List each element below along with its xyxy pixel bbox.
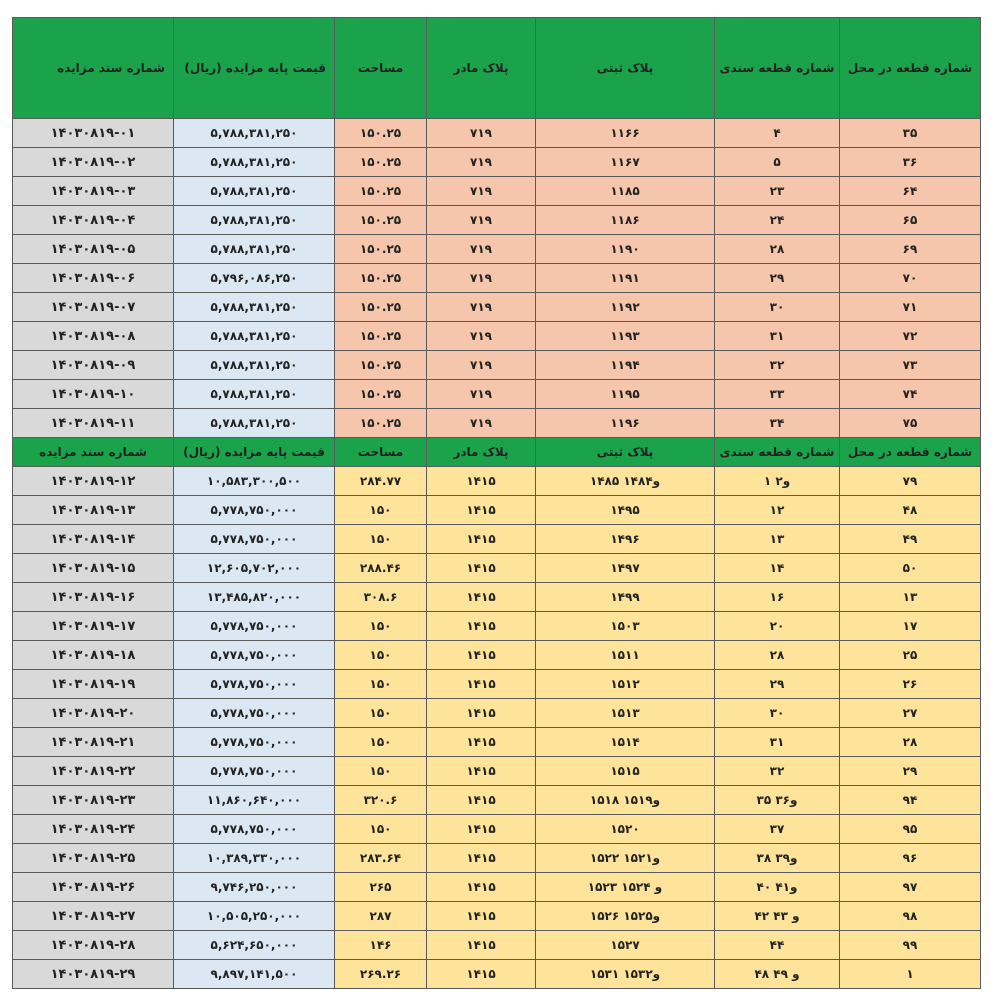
deed-parcel-cell: ۳۲: [715, 757, 840, 786]
deed-parcel-cell: ۲۸: [715, 641, 840, 670]
area-cell: ۲۸۷: [335, 902, 427, 931]
base-price-cell: ۱۱,۸۶۰,۶۴۰,۰۰۰: [174, 786, 335, 815]
base-price-cell: ۵,۷۸۸,۳۸۱,۲۵۰: [174, 206, 335, 235]
header-local-parcel: شماره قطعه در محل: [840, 18, 981, 119]
local-parcel-cell: ۱: [840, 960, 981, 989]
doc-number-cell: ۱۴۰۳۰۸۱۹-۰۱: [13, 119, 174, 148]
registered-plate-cell: ۱۱۹۶: [536, 409, 715, 438]
local-parcel-cell: ۲۶: [840, 670, 981, 699]
header-mother-plate: پلاک مادر: [427, 18, 536, 119]
mother-plate-cell: ۷۱۹: [427, 177, 536, 206]
deed-parcel-cell: ۴۰ و۴۱: [715, 873, 840, 902]
table-row: [13, 612, 981, 641]
table-row: [13, 699, 981, 728]
doc-number-cell: ۱۴۰۳۰۸۱۹-۲۴: [13, 815, 174, 844]
doc-number-cell: ۱۴۰۳۰۸۱۹-۲۵: [13, 844, 174, 873]
table-row: [13, 641, 981, 670]
doc-number-cell: ۱۴۰۳۰۸۱۹-۱۹: [13, 670, 174, 699]
registered-plate-cell: ۱۵۳۱ و۱۵۳۲: [536, 960, 715, 989]
local-parcel-cell: ۳۶: [840, 148, 981, 177]
table-row: [13, 467, 981, 496]
deed-parcel-cell: ۳۰: [715, 293, 840, 322]
doc-number-cell: ۱۴۰۳۰۸۱۹-۲۹: [13, 960, 174, 989]
registered-plate-cell: ۱۵۲۲ و۱۵۲۱: [536, 844, 715, 873]
base-price-cell: ۹,۸۹۷,۱۴۱,۵۰۰: [174, 960, 335, 989]
local-parcel-cell: ۳۵: [840, 119, 981, 148]
base-price-cell: ۵,۷۹۶,۰۸۶,۲۵۰: [174, 264, 335, 293]
deed-parcel-cell: ۳۲: [715, 351, 840, 380]
local-parcel-cell: ۲۷: [840, 699, 981, 728]
mother-plate-cell: ۱۴۱۵: [427, 844, 536, 873]
doc-number-cell: ۱۴۰۳۰۸۱۹-۱۷: [13, 612, 174, 641]
base-price-cell: ۱۲,۶۰۵,۷۰۲,۰۰۰: [174, 554, 335, 583]
deed-parcel-cell: ۳۸ و۳۹: [715, 844, 840, 873]
registered-plate-cell: ۱۵۱۴: [536, 728, 715, 757]
doc-number-cell: ۱۴۰۳۰۸۱۹-۱۱: [13, 409, 174, 438]
base-price-cell: ۵,۷۸۸,۳۸۱,۲۵۰: [174, 293, 335, 322]
doc-number-cell: ۱۴۰۳۰۸۱۹-۲۳: [13, 786, 174, 815]
table-row: [13, 322, 981, 351]
table-row: [13, 119, 981, 148]
mother-plate-cell: ۷۱۹: [427, 293, 536, 322]
area-cell: ۱۵۰: [335, 612, 427, 641]
header-doc-number: شماره سند مزایده: [13, 438, 174, 467]
header-deed-parcel: شماره قطعه سندی: [715, 438, 840, 467]
mother-plate-cell: ۱۴۱۵: [427, 583, 536, 612]
registered-plate-cell: ۱۱۹۳: [536, 322, 715, 351]
area-cell: ۳۲۰.۶: [335, 786, 427, 815]
header-area: مساحت: [335, 18, 427, 119]
doc-number-cell: ۱۴۰۳۰۸۱۹-۰۹: [13, 351, 174, 380]
deed-parcel-cell: ۲۳: [715, 177, 840, 206]
local-parcel-cell: ۹۴: [840, 786, 981, 815]
deed-parcel-cell: ۴۲ و ۴۳: [715, 902, 840, 931]
header-local-parcel: شماره قطعه در محل: [840, 438, 981, 467]
deed-parcel-cell: ۴: [715, 119, 840, 148]
base-price-cell: ۵,۷۸۸,۳۸۱,۲۵۰: [174, 177, 335, 206]
registered-plate-cell: ۱۴۹۵: [536, 496, 715, 525]
registered-plate-cell: ۱۱۹۲: [536, 293, 715, 322]
table-row: [13, 583, 981, 612]
table-row: [13, 496, 981, 525]
registered-plate-cell: ۱۵۱۸ و۱۵۱۹: [536, 786, 715, 815]
deed-parcel-cell: ۴۴: [715, 931, 840, 960]
mother-plate-cell: ۷۱۹: [427, 119, 536, 148]
base-price-cell: ۱۰,۳۸۹,۳۳۰,۰۰۰: [174, 844, 335, 873]
area-cell: ۲۸۴.۷۷: [335, 467, 427, 496]
doc-number-cell: ۱۴۰۳۰۸۱۹-۰۸: [13, 322, 174, 351]
table-row: [13, 844, 981, 873]
local-parcel-cell: ۹۷: [840, 873, 981, 902]
local-parcel-cell: ۲۹: [840, 757, 981, 786]
mother-plate-cell: ۱۴۱۵: [427, 786, 536, 815]
area-cell: ۲۸۸.۴۶: [335, 554, 427, 583]
local-parcel-cell: ۹۸: [840, 902, 981, 931]
area-cell: ۱۵۰.۲۵: [335, 235, 427, 264]
base-price-cell: ۱۰,۵۰۵,۲۵۰,۰۰۰: [174, 902, 335, 931]
mother-plate-cell: ۷۱۹: [427, 235, 536, 264]
area-cell: ۱۵۰: [335, 815, 427, 844]
registered-plate-cell: ۱۴۹۹: [536, 583, 715, 612]
registered-plate-cell: ۱۱۹۱: [536, 264, 715, 293]
doc-number-cell: ۱۴۰۳۰۸۱۹-۱۰: [13, 380, 174, 409]
mother-plate-cell: ۱۴۱۵: [427, 554, 536, 583]
mother-plate-cell: ۱۴۱۵: [427, 902, 536, 931]
table-row: [13, 235, 981, 264]
header-base-price: قیمت پایه مزایده (ریال): [174, 18, 335, 119]
header-registered-plate: پلاک ثبتی: [536, 18, 715, 119]
mother-plate-cell: ۱۴۱۵: [427, 641, 536, 670]
header-base-price: قیمت پایه مزایده (ریال): [174, 438, 335, 467]
mother-plate-cell: ۱۴۱۵: [427, 873, 536, 902]
local-parcel-cell: ۷۳: [840, 351, 981, 380]
base-price-cell: ۵,۷۸۸,۳۸۱,۲۵۰: [174, 148, 335, 177]
doc-number-cell: ۱۴۰۳۰۸۱۹-۲۰: [13, 699, 174, 728]
local-parcel-cell: ۷۵: [840, 409, 981, 438]
base-price-cell: ۵,۷۷۸,۷۵۰,۰۰۰: [174, 728, 335, 757]
deed-parcel-cell: ۲۹: [715, 670, 840, 699]
table-row: [13, 409, 981, 438]
local-parcel-cell: ۹۵: [840, 815, 981, 844]
local-parcel-cell: ۲۸: [840, 728, 981, 757]
base-price-cell: ۱۰,۵۸۳,۳۰۰,۵۰۰: [174, 467, 335, 496]
table-row: [13, 554, 981, 583]
header-row-top: [13, 18, 981, 119]
base-price-cell: ۵,۷۷۸,۷۵۰,۰۰۰: [174, 496, 335, 525]
registered-plate-cell: ۱۵۱۵: [536, 757, 715, 786]
table-row: [13, 525, 981, 554]
registered-plate-cell: ۱۵۲۶ و۱۵۲۵: [536, 902, 715, 931]
mother-plate-cell: ۱۴۱۵: [427, 525, 536, 554]
area-cell: ۱۵۰.۲۵: [335, 293, 427, 322]
area-cell: ۲۸۳.۶۴: [335, 844, 427, 873]
local-parcel-cell: ۱۳: [840, 583, 981, 612]
area-cell: ۱۵۰.۲۵: [335, 177, 427, 206]
base-price-cell: ۵,۷۷۸,۷۵۰,۰۰۰: [174, 612, 335, 641]
area-cell: ۱۵۰: [335, 496, 427, 525]
area-cell: ۱۵۰.۲۵: [335, 264, 427, 293]
mother-plate-cell: ۷۱۹: [427, 264, 536, 293]
registered-plate-cell: ۱۴۸۵ و۱۴۸۴: [536, 467, 715, 496]
local-parcel-cell: ۲۵: [840, 641, 981, 670]
base-price-cell: ۵,۷۸۸,۳۸۱,۲۵۰: [174, 409, 335, 438]
table-row: [13, 206, 981, 235]
table-row: [13, 815, 981, 844]
deed-parcel-cell: ۲۹: [715, 264, 840, 293]
registered-plate-cell: ۱۱۸۶: [536, 206, 715, 235]
deed-parcel-cell: ۱۴: [715, 554, 840, 583]
mother-plate-cell: ۱۴۱۵: [427, 815, 536, 844]
mother-plate-cell: ۷۱۹: [427, 380, 536, 409]
mother-plate-cell: ۱۴۱۵: [427, 728, 536, 757]
area-cell: ۱۵۰: [335, 699, 427, 728]
table-row: [13, 351, 981, 380]
base-price-cell: ۵,۷۸۸,۳۸۱,۲۵۰: [174, 351, 335, 380]
mother-plate-cell: ۱۴۱۵: [427, 931, 536, 960]
local-parcel-cell: ۷۲: [840, 322, 981, 351]
base-price-cell: ۵,۷۸۸,۳۸۱,۲۵۰: [174, 119, 335, 148]
base-price-cell: ۵,۷۸۸,۳۸۱,۲۵۰: [174, 322, 335, 351]
header-doc-number: شماره سند مزایده: [13, 18, 174, 119]
table-row: [13, 960, 981, 989]
doc-number-cell: ۱۴۰۳۰۸۱۹-۱۳: [13, 496, 174, 525]
local-parcel-cell: ۹۶: [840, 844, 981, 873]
registered-plate-cell: ۱۵۱۲: [536, 670, 715, 699]
doc-number-cell: ۱۴۰۳۰۸۱۹-۲۸: [13, 931, 174, 960]
area-cell: ۲۶۵: [335, 873, 427, 902]
deed-parcel-cell: ۱ و۲: [715, 467, 840, 496]
local-parcel-cell: ۷۱: [840, 293, 981, 322]
table-row: [13, 873, 981, 902]
registered-plate-cell: ۱۱۶۷: [536, 148, 715, 177]
mother-plate-cell: ۱۴۱۵: [427, 699, 536, 728]
area-cell: ۱۵۰: [335, 757, 427, 786]
table-row: [13, 902, 981, 931]
mother-plate-cell: ۱۴۱۵: [427, 670, 536, 699]
doc-number-cell: ۱۴۰۳۰۸۱۹-۰۳: [13, 177, 174, 206]
mother-plate-cell: ۷۱۹: [427, 351, 536, 380]
table-row: [13, 786, 981, 815]
registered-plate-cell: ۱۵۱۱: [536, 641, 715, 670]
table-row: [13, 670, 981, 699]
table-row: [13, 264, 981, 293]
deed-parcel-cell: ۳۱: [715, 322, 840, 351]
base-price-cell: ۵,۷۷۸,۷۵۰,۰۰۰: [174, 815, 335, 844]
auction-table: [12, 17, 981, 989]
deed-parcel-cell: ۱۶: [715, 583, 840, 612]
doc-number-cell: ۱۴۰۳۰۸۱۹-۰۴: [13, 206, 174, 235]
doc-number-cell: ۱۴۰۳۰۸۱۹-۱۴: [13, 525, 174, 554]
doc-number-cell: ۱۴۰۳۰۸۱۹-۰۷: [13, 293, 174, 322]
doc-number-cell: ۱۴۰۳۰۸۱۹-۲۲: [13, 757, 174, 786]
table-row: [13, 293, 981, 322]
registered-plate-cell: ۱۵۲۰: [536, 815, 715, 844]
registered-plate-cell: ۱۵۰۳: [536, 612, 715, 641]
section-2-rows: [13, 467, 981, 989]
table-row: [13, 177, 981, 206]
deed-parcel-cell: ۲۸: [715, 235, 840, 264]
base-price-cell: ۹,۷۴۶,۲۵۰,۰۰۰: [174, 873, 335, 902]
deed-parcel-cell: ۳۱: [715, 728, 840, 757]
area-cell: ۳۰۸.۶: [335, 583, 427, 612]
local-parcel-cell: ۷۴: [840, 380, 981, 409]
deed-parcel-cell: ۳۵ و۳۶: [715, 786, 840, 815]
base-price-cell: ۱۳,۴۸۵,۸۲۰,۰۰۰: [174, 583, 335, 612]
deed-parcel-cell: ۱۳: [715, 525, 840, 554]
area-cell: ۱۵۰.۲۵: [335, 119, 427, 148]
area-cell: ۱۵۰.۲۵: [335, 206, 427, 235]
area-cell: ۱۵۰.۲۵: [335, 322, 427, 351]
registered-plate-cell: ۱۴۹۶: [536, 525, 715, 554]
mother-plate-cell: ۷۱۹: [427, 322, 536, 351]
area-cell: ۱۵۰.۲۵: [335, 409, 427, 438]
deed-parcel-cell: ۳۴: [715, 409, 840, 438]
base-price-cell: ۵,۷۷۸,۷۵۰,۰۰۰: [174, 699, 335, 728]
registered-plate-cell: ۱۴۹۷: [536, 554, 715, 583]
header-row-mid: [13, 438, 981, 467]
doc-number-cell: ۱۴۰۳۰۸۱۹-۱۸: [13, 641, 174, 670]
doc-number-cell: ۱۴۰۳۰۸۱۹-۱۵: [13, 554, 174, 583]
local-parcel-cell: ۶۹: [840, 235, 981, 264]
deed-parcel-cell: ۴۸ و ۴۹: [715, 960, 840, 989]
deed-parcel-cell: ۲۰: [715, 612, 840, 641]
mother-plate-cell: ۱۴۱۵: [427, 612, 536, 641]
local-parcel-cell: ۶۵: [840, 206, 981, 235]
local-parcel-cell: ۱۷: [840, 612, 981, 641]
deed-parcel-cell: ۲۴: [715, 206, 840, 235]
deed-parcel-cell: ۱۲: [715, 496, 840, 525]
mother-plate-cell: ۱۴۱۵: [427, 467, 536, 496]
local-parcel-cell: ۷۹: [840, 467, 981, 496]
doc-number-cell: ۱۴۰۳۰۸۱۹-۲۶: [13, 873, 174, 902]
mother-plate-cell: ۷۱۹: [427, 409, 536, 438]
header-deed-parcel: شماره قطعه سندی: [715, 18, 840, 119]
deed-parcel-cell: ۳۳: [715, 380, 840, 409]
area-cell: ۱۵۰: [335, 641, 427, 670]
table-row: [13, 728, 981, 757]
deed-parcel-cell: ۳۷: [715, 815, 840, 844]
registered-plate-cell: ۱۵۲۷: [536, 931, 715, 960]
area-cell: ۱۴۶: [335, 931, 427, 960]
mother-plate-cell: ۱۴۱۵: [427, 757, 536, 786]
deed-parcel-cell: ۳۰: [715, 699, 840, 728]
local-parcel-cell: ۹۹: [840, 931, 981, 960]
local-parcel-cell: ۵۰: [840, 554, 981, 583]
area-cell: ۱۵۰: [335, 670, 427, 699]
area-cell: ۱۵۰: [335, 525, 427, 554]
table-row: [13, 757, 981, 786]
local-parcel-cell: ۴۹: [840, 525, 981, 554]
area-cell: ۱۵۰: [335, 728, 427, 757]
registered-plate-cell: ۱۵۱۳: [536, 699, 715, 728]
doc-number-cell: ۱۴۰۳۰۸۱۹-۱۲: [13, 467, 174, 496]
base-price-cell: ۵,۷۷۸,۷۵۰,۰۰۰: [174, 641, 335, 670]
table-row: [13, 380, 981, 409]
header-mother-plate: پلاک مادر: [427, 438, 536, 467]
header-registered-plate: پلاک ثبتی: [536, 438, 715, 467]
registered-plate-cell: ۱۱۹۵: [536, 380, 715, 409]
mother-plate-cell: ۱۴۱۵: [427, 960, 536, 989]
table-row: [13, 931, 981, 960]
area-cell: ۲۶۹.۲۶: [335, 960, 427, 989]
doc-number-cell: ۱۴۰۳۰۸۱۹-۰۶: [13, 264, 174, 293]
base-price-cell: ۵,۷۷۸,۷۵۰,۰۰۰: [174, 670, 335, 699]
registered-plate-cell: ۱۱۸۵: [536, 177, 715, 206]
base-price-cell: ۵,۷۷۸,۷۵۰,۰۰۰: [174, 757, 335, 786]
mother-plate-cell: ۷۱۹: [427, 148, 536, 177]
area-cell: ۱۵۰.۲۵: [335, 148, 427, 177]
section-1-rows: [13, 119, 981, 438]
doc-number-cell: ۱۴۰۳۰۸۱۹-۱۶: [13, 583, 174, 612]
registered-plate-cell: ۱۵۲۳ و ۱۵۲۴: [536, 873, 715, 902]
doc-number-cell: ۱۴۰۳۰۸۱۹-۰۲: [13, 148, 174, 177]
base-price-cell: ۵,۷۷۸,۷۵۰,۰۰۰: [174, 525, 335, 554]
base-price-cell: ۵,۷۸۸,۳۸۱,۲۵۰: [174, 235, 335, 264]
local-parcel-cell: ۴۸: [840, 496, 981, 525]
registered-plate-cell: ۱۱۹۴: [536, 351, 715, 380]
area-cell: ۱۵۰.۲۵: [335, 351, 427, 380]
area-cell: ۱۵۰.۲۵: [335, 380, 427, 409]
local-parcel-cell: ۷۰: [840, 264, 981, 293]
deed-parcel-cell: ۵: [715, 148, 840, 177]
registered-plate-cell: ۱۱۹۰: [536, 235, 715, 264]
table-row: [13, 148, 981, 177]
header-area: مساحت: [335, 438, 427, 467]
mother-plate-cell: ۱۴۱۵: [427, 496, 536, 525]
doc-number-cell: ۱۴۰۳۰۸۱۹-۲۱: [13, 728, 174, 757]
registered-plate-cell: ۱۱۶۶: [536, 119, 715, 148]
base-price-cell: ۵,۶۲۴,۶۵۰,۰۰۰: [174, 931, 335, 960]
mother-plate-cell: ۷۱۹: [427, 206, 536, 235]
local-parcel-cell: ۶۴: [840, 177, 981, 206]
doc-number-cell: ۱۴۰۳۰۸۱۹-۲۷: [13, 902, 174, 931]
base-price-cell: ۵,۷۸۸,۳۸۱,۲۵۰: [174, 380, 335, 409]
doc-number-cell: ۱۴۰۳۰۸۱۹-۰۵: [13, 235, 174, 264]
